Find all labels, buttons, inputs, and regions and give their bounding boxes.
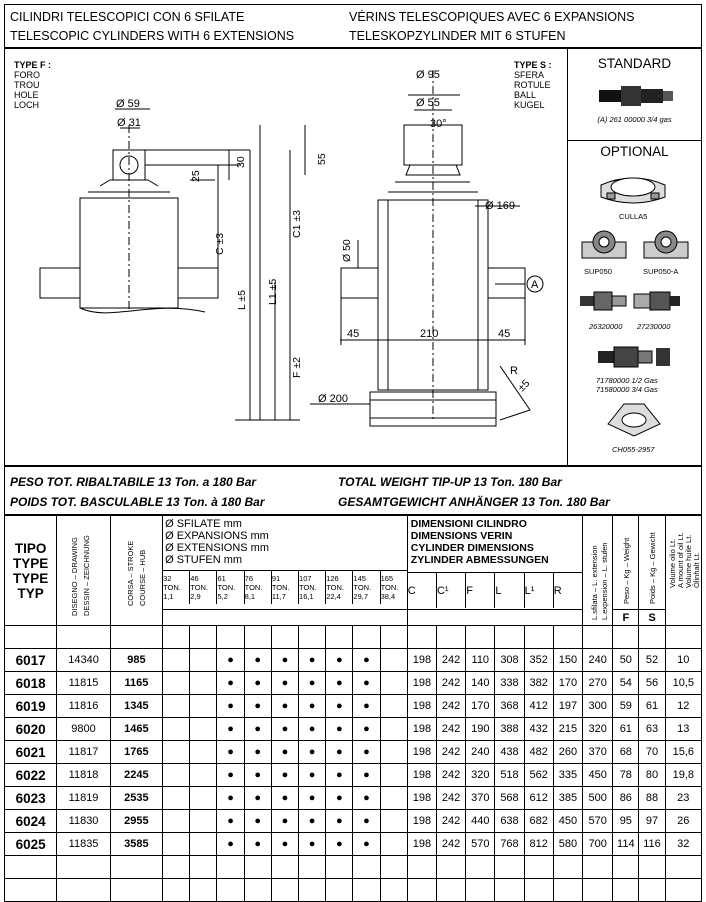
table-cell bbox=[190, 649, 217, 672]
table-cell: 500 bbox=[583, 787, 613, 810]
table-cell: 170 bbox=[553, 672, 582, 695]
standard-title: STANDARD bbox=[597, 56, 672, 71]
table-cell bbox=[163, 833, 190, 856]
table-row bbox=[5, 695, 702, 718]
dot-marker bbox=[299, 649, 326, 672]
table-row bbox=[5, 741, 702, 764]
table-cell: 482 bbox=[524, 741, 553, 764]
table-cell: 15,6 bbox=[665, 741, 701, 764]
table-cell: 382 bbox=[524, 672, 553, 695]
table-cell: 170 bbox=[466, 695, 495, 718]
table-header-row bbox=[5, 516, 702, 610]
table-cell: 197 bbox=[553, 695, 582, 718]
table-cell: 19,8 bbox=[665, 764, 701, 787]
table-cell bbox=[380, 787, 407, 810]
dot-marker bbox=[217, 810, 244, 833]
table-cell bbox=[380, 741, 407, 764]
dim-r: R bbox=[510, 365, 518, 377]
dot-marker bbox=[326, 695, 353, 718]
table-cell bbox=[380, 649, 407, 672]
table-cell: 242 bbox=[436, 764, 465, 787]
spacer-row bbox=[5, 879, 702, 902]
header-en: TELESCOPIC CYLINDERS WITH 6 EXTENSIONS bbox=[10, 29, 295, 43]
table-cell: 198 bbox=[407, 695, 436, 718]
table-cell: 270 bbox=[583, 672, 613, 695]
table-cell bbox=[163, 649, 190, 672]
cylinder-drawing bbox=[0, 0, 568, 466]
table-cell: 570 bbox=[583, 810, 613, 833]
table-cell: 116 bbox=[639, 833, 665, 856]
table-cell: 638 bbox=[495, 810, 524, 833]
dot-marker bbox=[353, 810, 380, 833]
dim-55: Ø 55 bbox=[416, 97, 440, 109]
empty-header-cell bbox=[407, 610, 582, 626]
table-row bbox=[5, 764, 702, 787]
table-cell: 52 bbox=[639, 649, 665, 672]
dim-r5: ±5 bbox=[515, 377, 533, 395]
disegno-header: DISEGNO – DRAWING DESSIN – ZEICHNUNG bbox=[57, 516, 110, 626]
dot-marker bbox=[271, 649, 298, 672]
weight-it: PESO TOT. RIBALTABILE 13 Ton. a 180 Bar bbox=[10, 475, 257, 489]
table-cell: 70 bbox=[639, 741, 665, 764]
dot-marker bbox=[326, 741, 353, 764]
table-cell: 198 bbox=[407, 833, 436, 856]
culla-icon bbox=[597, 165, 669, 209]
dot-marker bbox=[299, 672, 326, 695]
part-26320000: 26320000 bbox=[589, 322, 623, 331]
weight-fr: POIDS TOT. BASCULABLE 13 Ton. à 180 Bar bbox=[10, 495, 265, 509]
sfilata-header: L.sfilata – L. extension L.expension – L. stufen bbox=[583, 516, 613, 626]
table-cell bbox=[190, 718, 217, 741]
dim-45b: 45 bbox=[498, 328, 511, 340]
dim-l: L ±5 bbox=[236, 290, 248, 310]
table-cell: 612 bbox=[524, 787, 553, 810]
table-cell: 14340 bbox=[57, 649, 110, 672]
table-cell: 6022 bbox=[5, 764, 57, 787]
sup050a-icon bbox=[640, 228, 692, 262]
table-cell: 114 bbox=[613, 833, 639, 856]
dot-marker bbox=[244, 649, 271, 672]
part-71580000: 71580000 3/4 Gas bbox=[596, 385, 658, 394]
table-cell bbox=[163, 695, 190, 718]
table-cell: 240 bbox=[583, 649, 613, 672]
peso-s-label: S bbox=[639, 610, 665, 626]
table-cell: 385 bbox=[553, 787, 582, 810]
table-cell: 320 bbox=[466, 764, 495, 787]
dim-50: Ø 50 bbox=[341, 239, 353, 262]
table-cell: 150 bbox=[553, 649, 582, 672]
side-divider bbox=[567, 140, 702, 141]
weight-de: GESAMTGEWICHT ANHÄNGER 13 Ton. 180 Bar bbox=[338, 495, 610, 509]
table-cell: 388 bbox=[495, 718, 524, 741]
dot-marker bbox=[217, 672, 244, 695]
ch055-icon bbox=[604, 398, 664, 440]
dim-31: Ø 31 bbox=[117, 117, 141, 129]
table-cell bbox=[190, 764, 217, 787]
dim-25: 25 bbox=[190, 170, 202, 182]
table-cell: 570 bbox=[466, 833, 495, 856]
table-cell: 97 bbox=[639, 810, 665, 833]
dot-marker bbox=[353, 741, 380, 764]
table-cell bbox=[380, 833, 407, 856]
sfilate-header: Ø SFILATE mm Ø EXPANSIONS mm Ø EXTENSIONS mm Ø STUFEN mm 32 TON. 1,1 46 TON. 2,9 61 TON. 5,2 76 TON. 8,1 91 TON. 11,7 107 TON. 16,1 126 TON. 22,4 145 TON. 29,7 165 TON. 38,4 bbox=[163, 516, 408, 610]
dot-marker bbox=[244, 741, 271, 764]
table-cell: 768 bbox=[495, 833, 524, 856]
table-cell: 6017 bbox=[5, 649, 57, 672]
table-cell: 242 bbox=[436, 810, 465, 833]
dot-marker bbox=[299, 833, 326, 856]
dim-c1: C1 ±3 bbox=[291, 210, 303, 238]
dot-marker bbox=[326, 764, 353, 787]
dot-marker bbox=[353, 672, 380, 695]
table-cell: 61 bbox=[639, 695, 665, 718]
culla-label: CULLA5 bbox=[619, 212, 648, 221]
table-row bbox=[5, 810, 702, 833]
table-cell: 1465 bbox=[110, 718, 162, 741]
table-cell: 300 bbox=[583, 695, 613, 718]
dot-marker bbox=[244, 764, 271, 787]
poids-header: Poids – Kg – Gewicht bbox=[639, 516, 665, 610]
dim-210: 210 bbox=[420, 328, 439, 340]
table-cell: 11830 bbox=[57, 810, 110, 833]
table-cell: 242 bbox=[436, 787, 465, 810]
table-cell: 1345 bbox=[110, 695, 162, 718]
dim-l1: L1 ±5 bbox=[267, 278, 279, 305]
dot-marker bbox=[326, 672, 353, 695]
table-cell bbox=[380, 672, 407, 695]
table-cell: 10,5 bbox=[665, 672, 701, 695]
dot-marker bbox=[326, 718, 353, 741]
table-cell bbox=[190, 741, 217, 764]
dot-marker bbox=[326, 810, 353, 833]
table-cell: 700 bbox=[583, 833, 613, 856]
dot-marker bbox=[244, 833, 271, 856]
table-cell: 2245 bbox=[110, 764, 162, 787]
header-fr: VÉRINS TELESCOPIQUES AVEC 6 EXPANSIONS bbox=[349, 10, 635, 24]
tipo-header: TIPO TYPE TYPE TYP bbox=[5, 516, 57, 626]
dot-marker bbox=[217, 649, 244, 672]
table-cell bbox=[163, 787, 190, 810]
dim-30: 30 bbox=[235, 156, 247, 168]
dim-169: Ø 169 bbox=[485, 200, 515, 212]
table-cell: 812 bbox=[524, 833, 553, 856]
table-cell: 6018 bbox=[5, 672, 57, 695]
dim-c: C ±3 bbox=[214, 232, 226, 255]
table-row bbox=[5, 718, 702, 741]
dim-95: Ø 95 bbox=[416, 69, 440, 81]
table-cell: 198 bbox=[407, 810, 436, 833]
table-cell: 88 bbox=[639, 787, 665, 810]
spacer-row bbox=[5, 856, 702, 879]
dot-marker bbox=[244, 718, 271, 741]
table-cell: 1765 bbox=[110, 741, 162, 764]
part-71780000: 71780000 1/2 Gas bbox=[596, 376, 658, 385]
table-cell: 1165 bbox=[110, 672, 162, 695]
table-cell: 242 bbox=[436, 695, 465, 718]
table-cell: 440 bbox=[466, 810, 495, 833]
table-cell: 568 bbox=[495, 787, 524, 810]
table-cell: 682 bbox=[524, 810, 553, 833]
table-cell: 11817 bbox=[57, 741, 110, 764]
table-cell: 580 bbox=[553, 833, 582, 856]
sup050-icon bbox=[578, 228, 630, 262]
table-cell: 242 bbox=[436, 672, 465, 695]
table-cell: 260 bbox=[553, 741, 582, 764]
table-cell: 352 bbox=[524, 649, 553, 672]
table-cell: 110 bbox=[466, 649, 495, 672]
table-cell: 215 bbox=[553, 718, 582, 741]
sup050-label: SUP050 bbox=[584, 267, 612, 276]
table-cell bbox=[380, 764, 407, 787]
dot-marker bbox=[271, 672, 298, 695]
table-cell: 3585 bbox=[110, 833, 162, 856]
table-cell: 335 bbox=[553, 764, 582, 787]
dot-marker bbox=[271, 787, 298, 810]
dot-marker bbox=[271, 810, 298, 833]
dot-marker bbox=[271, 718, 298, 741]
table-cell: 370 bbox=[583, 741, 613, 764]
table-cell: 95 bbox=[613, 810, 639, 833]
optional-title: OPTIONAL bbox=[600, 144, 669, 159]
table-cell: 61 bbox=[613, 718, 639, 741]
table-cell: 11818 bbox=[57, 764, 110, 787]
table-cell: 198 bbox=[407, 787, 436, 810]
dot-marker bbox=[244, 787, 271, 810]
table-cell: 2955 bbox=[110, 810, 162, 833]
type-f-label: TYPE F : FORO TROU HOLE LOCH bbox=[14, 60, 52, 110]
header-it: CILINDRI TELESCOPICI CON 6 SFILATE bbox=[10, 10, 245, 24]
table-cell: 6021 bbox=[5, 741, 57, 764]
table-cell bbox=[190, 810, 217, 833]
table-cell: 13 bbox=[665, 718, 701, 741]
table-cell bbox=[163, 741, 190, 764]
table-cell: 370 bbox=[466, 787, 495, 810]
dot-marker bbox=[299, 810, 326, 833]
table-cell: 242 bbox=[436, 649, 465, 672]
dot-marker bbox=[271, 833, 298, 856]
dim-30deg: 30° bbox=[430, 118, 447, 130]
table-cell: 54 bbox=[613, 672, 639, 695]
table-cell bbox=[190, 787, 217, 810]
table-cell: 242 bbox=[436, 833, 465, 856]
standard-caption: (A) 261 00000 3/4 gas bbox=[597, 115, 672, 124]
dim-55v: 55 bbox=[316, 153, 328, 165]
weight-en: TOTAL WEIGHT TIP-UP 13 Ton. 180 Bar bbox=[338, 475, 562, 489]
corsa-header: CORSA – STROKE COURSE – HUB bbox=[110, 516, 162, 626]
table-cell: 438 bbox=[495, 741, 524, 764]
dot-marker bbox=[326, 649, 353, 672]
table-cell: 140 bbox=[466, 672, 495, 695]
valve-icon-1 bbox=[578, 286, 628, 316]
ch055-label: CH055-2957 bbox=[612, 445, 655, 454]
table-cell: 198 bbox=[407, 649, 436, 672]
dot-marker bbox=[217, 718, 244, 741]
peso-header: Peso – Kg – Weight bbox=[613, 516, 639, 610]
table-cell: 6020 bbox=[5, 718, 57, 741]
table-cell: 6025 bbox=[5, 833, 57, 856]
dot-marker bbox=[217, 787, 244, 810]
sup050a-label: SUP050-A bbox=[643, 267, 679, 276]
dot-marker bbox=[299, 695, 326, 718]
dim-200: Ø 200 bbox=[318, 393, 348, 405]
dot-marker bbox=[217, 695, 244, 718]
table-cell: 240 bbox=[466, 741, 495, 764]
dot-marker bbox=[271, 741, 298, 764]
header-de: TELESKOPZYLINDER MIT 6 STUFEN bbox=[349, 29, 566, 43]
table-cell: 50 bbox=[613, 649, 639, 672]
dot-marker bbox=[299, 741, 326, 764]
table-row bbox=[5, 672, 702, 695]
table-cell: 450 bbox=[553, 810, 582, 833]
table-cell: 198 bbox=[407, 672, 436, 695]
table-cell: 11815 bbox=[57, 672, 110, 695]
table-cell: 562 bbox=[524, 764, 553, 787]
table-cell: 86 bbox=[613, 787, 639, 810]
valve-icon-2 bbox=[632, 286, 682, 316]
dot-marker bbox=[299, 764, 326, 787]
table-cell: 26 bbox=[665, 810, 701, 833]
dot-marker bbox=[244, 672, 271, 695]
type-s-label: TYPE S : SFERA ROTULE BALL KUGEL bbox=[514, 60, 552, 110]
table-cell: 9800 bbox=[57, 718, 110, 741]
empty-header-cell bbox=[163, 610, 408, 626]
dot-marker bbox=[353, 764, 380, 787]
table-cell: 32 bbox=[665, 833, 701, 856]
volume-header: Volume olio Lt. A mount of oil Lt. Volume huile Lt. Ölinhalt Lt. bbox=[665, 516, 701, 626]
dim-45a: 45 bbox=[347, 328, 360, 340]
table-cell bbox=[163, 764, 190, 787]
table-cell: 6023 bbox=[5, 787, 57, 810]
table-cell: 10 bbox=[665, 649, 701, 672]
table-cell bbox=[163, 672, 190, 695]
dot-marker bbox=[217, 764, 244, 787]
table-cell bbox=[190, 695, 217, 718]
table-cell bbox=[380, 695, 407, 718]
specs-table bbox=[4, 515, 702, 902]
table-cell: 11835 bbox=[57, 833, 110, 856]
table-cell: 198 bbox=[407, 741, 436, 764]
table-cell: 432 bbox=[524, 718, 553, 741]
dot-marker bbox=[353, 695, 380, 718]
dot-marker bbox=[299, 718, 326, 741]
dot-marker bbox=[217, 741, 244, 764]
dot-marker bbox=[244, 695, 271, 718]
table-cell: 6024 bbox=[5, 810, 57, 833]
dim-59: Ø 59 bbox=[116, 98, 140, 110]
table-cell: 11819 bbox=[57, 787, 110, 810]
table-cell: 59 bbox=[613, 695, 639, 718]
table-cell bbox=[380, 810, 407, 833]
table-cell: 56 bbox=[639, 672, 665, 695]
dot-marker bbox=[353, 787, 380, 810]
dot-marker bbox=[271, 764, 298, 787]
table-cell: 68 bbox=[613, 741, 639, 764]
table-cell: 80 bbox=[639, 764, 665, 787]
table-cell bbox=[190, 672, 217, 695]
table-cell: 2535 bbox=[110, 787, 162, 810]
dot-marker bbox=[326, 833, 353, 856]
dot-marker bbox=[353, 833, 380, 856]
dot-marker bbox=[353, 718, 380, 741]
spacer-row bbox=[5, 626, 702, 649]
dot-marker bbox=[244, 810, 271, 833]
table-cell: 320 bbox=[583, 718, 613, 741]
table-cell bbox=[163, 810, 190, 833]
table-row bbox=[5, 649, 702, 672]
callout-a: A bbox=[531, 279, 539, 291]
dot-marker bbox=[326, 787, 353, 810]
table-cell: 985 bbox=[110, 649, 162, 672]
table-cell: 242 bbox=[436, 741, 465, 764]
part-27230000: 27230000 bbox=[637, 322, 671, 331]
table-cell: 23 bbox=[665, 787, 701, 810]
table-cell: 450 bbox=[583, 764, 613, 787]
table-cell: 190 bbox=[466, 718, 495, 741]
dim-f: F ±2 bbox=[291, 357, 303, 378]
table-cell: 308 bbox=[495, 649, 524, 672]
dimensioni-header: DIMENSIONI CILINDRO DIMENSIONS VERIN CYLINDER DIMENSIONS ZYLINDER ABMESSUNGEN C C¹ F L L¹ R bbox=[407, 516, 582, 610]
table-cell: 198 bbox=[407, 764, 436, 787]
dot-marker bbox=[271, 695, 298, 718]
dot-marker bbox=[353, 649, 380, 672]
fitting-icon bbox=[597, 80, 677, 112]
dot-marker bbox=[299, 787, 326, 810]
table-cell: 78 bbox=[613, 764, 639, 787]
table-cell: 368 bbox=[495, 695, 524, 718]
table-cell bbox=[380, 718, 407, 741]
table-row bbox=[5, 833, 702, 856]
table-cell: 6019 bbox=[5, 695, 57, 718]
table-cell: 338 bbox=[495, 672, 524, 695]
table-cell bbox=[190, 833, 217, 856]
peso-f-label: F bbox=[613, 610, 639, 626]
table-cell: 412 bbox=[524, 695, 553, 718]
dot-marker bbox=[217, 833, 244, 856]
table-row bbox=[5, 787, 702, 810]
table-cell: 63 bbox=[639, 718, 665, 741]
table-cell: 198 bbox=[407, 718, 436, 741]
table-cell: 242 bbox=[436, 718, 465, 741]
table-cell: 12 bbox=[665, 695, 701, 718]
valve-icon-3 bbox=[596, 342, 676, 372]
table-cell: 518 bbox=[495, 764, 524, 787]
table-cell: 11816 bbox=[57, 695, 110, 718]
table-cell bbox=[163, 718, 190, 741]
